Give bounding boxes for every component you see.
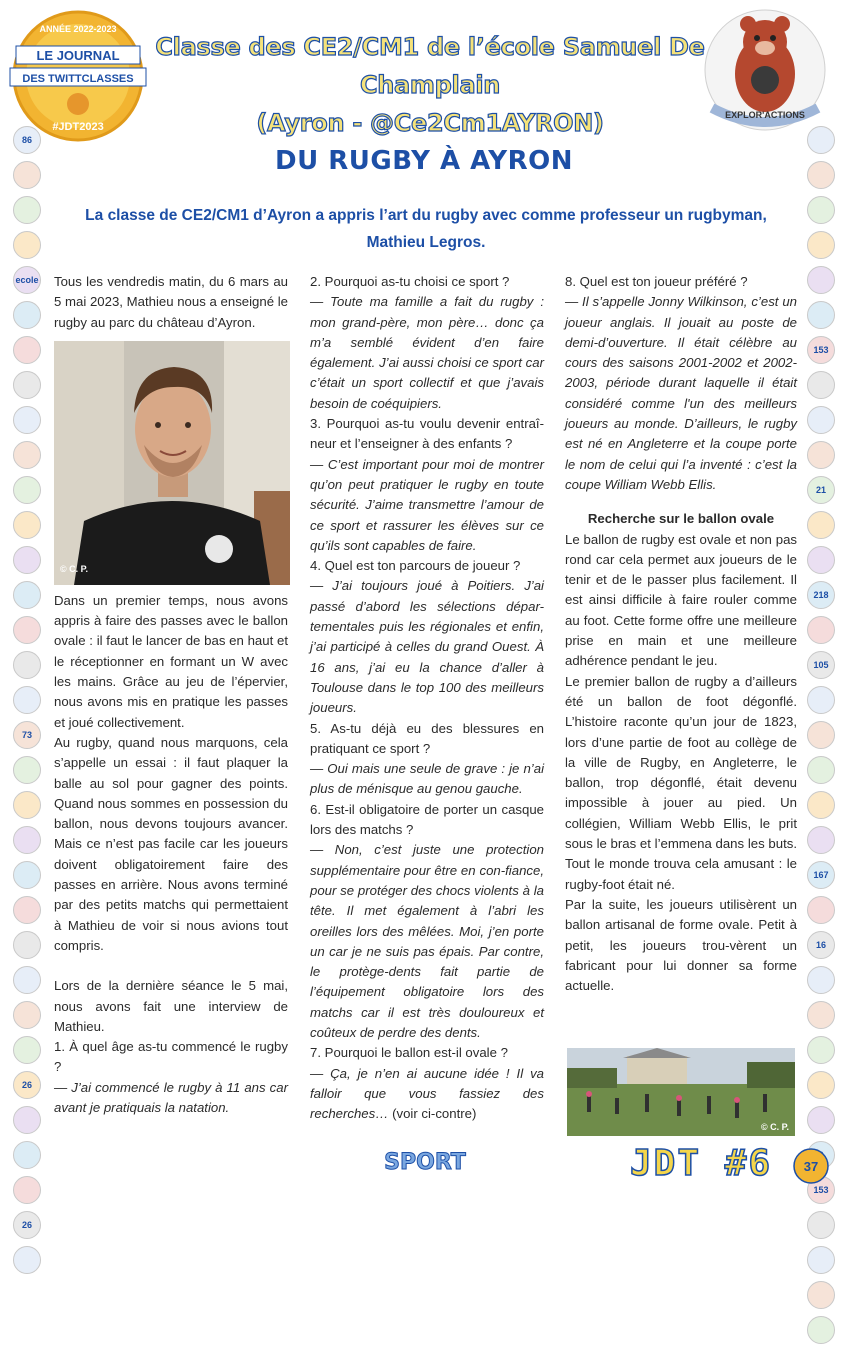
twittclass-avatar-icon[interactable] bbox=[807, 161, 835, 189]
twittclass-avatar-icon[interactable] bbox=[13, 896, 41, 924]
twittclass-avatar-icon[interactable] bbox=[807, 441, 835, 469]
twittclass-avatar-icon[interactable]: 153 bbox=[807, 1176, 835, 1204]
twittclass-avatar-icon[interactable] bbox=[13, 196, 41, 224]
twittclass-avatar-icon[interactable] bbox=[807, 1071, 835, 1099]
twittclass-avatar-icon[interactable] bbox=[807, 1211, 835, 1239]
header-title bbox=[140, 28, 720, 142]
answer-6: — Non, c’est juste une protection supplémentaire pour être en con-fiance, pour se protéger des chocs violents à la tête. Il met également à l’abri les oreilles lors des mêlées. Moi, j’en porte un car je ne suis pas épais. Par contre, le protège-dents fait partie de l’équipement obligatoire lors des matchs car il est très douloureux et coûteux de perdre des dents. bbox=[310, 842, 544, 1040]
interview-intro-paragraph: Lors de la dernière séance le 5 mai, nous avons fait une interview de Mathieu. bbox=[54, 978, 288, 1034]
issue-number: JDT #6 bbox=[630, 1143, 773, 1184]
twittclass-avatar-icon[interactable] bbox=[807, 1106, 835, 1134]
research-paragraph-1: Le ballon de rugby est ovale et non pas rond car cela permet aux joueurs de le tenir et de le passer plus facilement. Il est ainsi difficile à faire rouler comme au foot. Cette forme offre une meilleure prise en main et une meilleure adhérence pendant le jeu. bbox=[565, 531, 797, 669]
twittclass-avatar-icon[interactable] bbox=[13, 616, 41, 644]
answer-8: — Il s’appelle Jonny Wilkinson, c’est un joueur anglais. Il jouait au poste de demi-d’ouverture. Il était célèbre au cours des saisons 2001-2002 et 2002-2003, période durant laquelle il était considéré comme l'un des meilleurs joueurs au monde. D’ailleurs, le rugby est né en Angleterre et la coupe porte le nom de celui qui l’a inventé : c’est la coupe William Webb Ellis. bbox=[565, 294, 797, 492]
twittclass-avatar-icon[interactable] bbox=[13, 1141, 41, 1169]
photo-credit: © C. P. bbox=[60, 563, 88, 574]
question-8: 8. Quel est ton joueur préféré ? bbox=[565, 274, 748, 289]
twittclass-avatar-icon[interactable] bbox=[13, 581, 41, 609]
intro-paragraph: Tous les vendredis matin, du 6 mars au 5 mai 2023, Mathieu nous a enseigné le rugby au parc du château d’Ayron. bbox=[54, 274, 288, 330]
essai-paragraph: Au rugby, quand nous marquons, cela s’appelle un essai : il faut plaquer la balle au sol pour gagner des points. Quand nous sommes en possession du ballon, nous devons toujours avancer. Mais ce n’est pas facile car les joueurs doivent obligatoirement faire des passes en arrière. Nous avons terminé par des petits matchs qui permettaient à Mathieu de voir si nous avions tout compris. bbox=[54, 734, 288, 953]
twittclass-avatar-icon[interactable]: 73 bbox=[13, 721, 41, 749]
twittclass-avatar-icon[interactable]: 26 bbox=[13, 1211, 41, 1239]
question-4: 4. Quel est ton parcours de joueur ? bbox=[310, 558, 521, 574]
twittclass-avatar-icon[interactable] bbox=[807, 616, 835, 644]
twittclass-avatar-icon[interactable] bbox=[13, 1246, 41, 1274]
twittclass-avatar-icon[interactable] bbox=[13, 441, 41, 469]
page-number-badge bbox=[793, 1148, 829, 1184]
article-title: DU RUGBY À AYRON bbox=[274, 146, 573, 176]
twittclass-avatar-icon[interactable] bbox=[807, 196, 835, 224]
twittclass-avatar-icon[interactable]: 16 bbox=[807, 931, 835, 959]
twittclass-avatar-icon[interactable]: 26 bbox=[13, 1071, 41, 1099]
section-label: SPORT bbox=[384, 1150, 466, 1175]
badge-line-journal: LE JOURNAL bbox=[36, 48, 120, 63]
twittclass-avatar-icon[interactable] bbox=[13, 791, 41, 819]
twittclass-avatar-icon[interactable] bbox=[13, 966, 41, 994]
answer-3: — C’est important pour moi de montrer qu’on peut pratiquer le rugby en toute sécurité. J’aime transmettre l’amour de ce sport et rassurer les élèves sur ce qu’ils sont capables de faire. bbox=[310, 456, 544, 553]
twittclass-avatar-icon[interactable] bbox=[13, 861, 41, 889]
twittclass-avatar-icon[interactable] bbox=[13, 546, 41, 574]
header-title-line1: Classe des CE2/CM1 de l’école Samuel De Champlain bbox=[155, 33, 705, 99]
question-5: 5. As-tu déjà eu des blessures en pratiquant ce sport ? bbox=[310, 720, 544, 756]
twittclass-avatar-icon[interactable] bbox=[13, 406, 41, 434]
twittclass-avatar-icon[interactable] bbox=[13, 371, 41, 399]
answer-2: — Toute ma famille a fait du rugby : mon grand-père, mon père… donc ça m’a semblé évident d’en faire également. J’ai aussi choisi ce sport car c’était un sport collectif et que j’avais besoin de coéquipiers. bbox=[310, 294, 544, 411]
answer-7-text: — Ça, je n’en ai aucune idée ! Il va falloir que vous fassiez des recherches… bbox=[310, 1065, 544, 1122]
twittclass-avatar-icon[interactable] bbox=[807, 686, 835, 714]
twittclass-avatar-icon[interactable] bbox=[807, 406, 835, 434]
question-3: 3. Pourquoi as-tu voulu devenir entraî-neur et l’enseigner à des enfants ? bbox=[310, 416, 544, 452]
twittclass-avatar-icon[interactable] bbox=[13, 1001, 41, 1029]
twittclass-avatar-icon[interactable] bbox=[807, 826, 835, 854]
jdt-yearbook-badge bbox=[8, 6, 148, 146]
field-photo-credit: © C. P. bbox=[761, 1122, 789, 1132]
class-mascot-bear-logo bbox=[700, 8, 830, 133]
badge-year: ANNÉE 2022-2023 bbox=[39, 24, 117, 34]
twittclass-avatar-icon[interactable] bbox=[807, 371, 835, 399]
twittclass-avatar-icon[interactable] bbox=[13, 826, 41, 854]
twittclass-avatar-icon[interactable] bbox=[13, 511, 41, 539]
twittclass-avatar-icon[interactable] bbox=[807, 966, 835, 994]
article-column-1 bbox=[54, 272, 288, 1118]
twittclass-avatar-icon[interactable] bbox=[807, 1316, 835, 1344]
question-2: 2. Pourquoi as-tu choisi ce sport ? bbox=[310, 274, 510, 289]
twittclass-avatar-icon[interactable] bbox=[13, 476, 41, 504]
badge-line-twittclasses: DES TWITTCLASSES bbox=[22, 73, 134, 85]
twittclass-avatar-icon[interactable]: 153 bbox=[807, 336, 835, 364]
twittclass-avatar-icon[interactable] bbox=[13, 1036, 41, 1064]
twittclass-avatar-icon[interactable] bbox=[807, 266, 835, 294]
twittclass-avatar-icon[interactable] bbox=[807, 756, 835, 784]
research-heading: Recherche sur le ballon ovale bbox=[587, 511, 775, 527]
article-column-3 bbox=[565, 272, 797, 996]
twittclass-avatar-icon[interactable] bbox=[807, 231, 835, 259]
question-1: 1. À quel âge as-tu commencé le rugby ? bbox=[54, 1039, 288, 1075]
twittclass-avatar-icon[interactable] bbox=[13, 651, 41, 679]
twittclass-avatar-icon[interactable] bbox=[807, 301, 835, 329]
passes-paragraph: Dans un premier temps, nous avons appris à faire des passes avec le ballon ovale : il faut le lancer de bas en haut et le réceptionner en formant un W avec les mains. Grâce au jeu de l’épervier, nous avons mis en pratique les passes et joué collectivement. bbox=[54, 592, 288, 730]
answer-7-reference: (voir ci-contre) bbox=[388, 1106, 477, 1122]
answer-1: — J’ai commencé le rugby à 11 ans car avant je pratiquais la natation. bbox=[54, 1079, 288, 1116]
twittclass-avatar-icon[interactable] bbox=[807, 1036, 835, 1064]
coach-portrait-image bbox=[54, 341, 290, 585]
twittclass-avatar-icon[interactable] bbox=[807, 546, 835, 574]
header-title-line2: (Ayron - @Ce2Cm1AYRON) bbox=[256, 109, 604, 137]
twittclass-avatar-icon[interactable]: 105 bbox=[807, 651, 835, 679]
twittclass-avatar-icon[interactable] bbox=[13, 161, 41, 189]
research-paragraph-3: Par la suite, les joueurs utilisèrent un ballon artisanal de forme ovale. Petit à petit, les joueurs trou-vèrent un fabricant pour lui donner sa forme actuelle. bbox=[565, 896, 797, 994]
article-subtitle: La classe de CE2/CM1 d’Ayron a appris l’art du rugby avec comme professeur un rugbyman, Mathieu Legros. bbox=[85, 207, 767, 251]
twittclass-avatar-icon[interactable] bbox=[807, 1246, 835, 1274]
twittclass-avatar-icon[interactable] bbox=[807, 511, 835, 539]
twittclass-avatar-icon[interactable] bbox=[13, 336, 41, 364]
twittclass-avatar-icon[interactable] bbox=[807, 126, 835, 154]
twittclass-avatar-icon[interactable]: 21 bbox=[807, 476, 835, 504]
twittclass-avatar-icon[interactable]: 86 bbox=[13, 126, 41, 154]
twittclass-avatar-icon[interactable] bbox=[13, 686, 41, 714]
page-number: 37 bbox=[803, 1159, 819, 1174]
answer-5: — Oui mais une seule de grave : je n’ai plus de ménisque au genou gauche. bbox=[310, 761, 544, 797]
answer-7 bbox=[310, 1064, 544, 1125]
twittclass-avatar-icon[interactable] bbox=[807, 1281, 835, 1309]
twittclass-avatar-icon[interactable] bbox=[13, 931, 41, 959]
mascot-caption: EXPLOR'ACTIONS bbox=[725, 110, 805, 120]
twittclass-avatar-icon[interactable] bbox=[13, 231, 41, 259]
twittclass-avatar-icon[interactable]: 167 bbox=[807, 861, 835, 889]
twittclass-avatar-icon[interactable] bbox=[807, 791, 835, 819]
twittclass-avatar-icon[interactable] bbox=[807, 896, 835, 924]
twittclass-avatar-icon[interactable] bbox=[807, 1001, 835, 1029]
twittclass-avatar-icon[interactable]: 218 bbox=[807, 581, 835, 609]
left-twittclass-avatar-rail bbox=[10, 126, 44, 1281]
badge-hashtag: #JDT2023 bbox=[52, 121, 104, 133]
answer-4: — J’ai toujours joué à Poitiers. J’ai passé d’abord les sélections dépar-tementales puis les régionales et enfin, j’ai participé à celles du grand Ouest. À 16 ans, j’ai eu la chance d’aller à Toulouse dans le top 100 des meilleurs joueurs. bbox=[310, 578, 544, 716]
article-column-2 bbox=[310, 272, 544, 1124]
twittclass-avatar-icon[interactable] bbox=[807, 721, 835, 749]
twittclass-avatar-icon[interactable] bbox=[13, 756, 41, 784]
field-training-photo bbox=[567, 1048, 795, 1136]
coach-portrait-photo bbox=[54, 341, 290, 585]
twittclass-avatar-icon[interactable] bbox=[13, 1106, 41, 1134]
question-6: 6. Est-il obligatoire de porter un casque lors des matchs ? bbox=[310, 801, 544, 838]
question-7: 7. Pourquoi le ballon est-il ovale ? bbox=[310, 1045, 508, 1061]
twittclass-avatar-icon[interactable]: ecole bbox=[13, 266, 41, 294]
research-paragraph-2: Le premier ballon de rugby a d’ailleurs été un ballon de foot dégonflé. L’histoire raconte qu’un jour de 1823, lors d’une partie de foot au collège de la ville de Rugby, en Angleterre, le ballon, trop dégonflé, était devenu impossible à jouer au pied. Un collégien, William Webb Ellis, le prit sous le bras et l’emmena dans les buts. Tout le monde trouva cela amusant : le rugby-foot était né. bbox=[565, 673, 797, 892]
twittclass-avatar-icon[interactable] bbox=[13, 301, 41, 329]
